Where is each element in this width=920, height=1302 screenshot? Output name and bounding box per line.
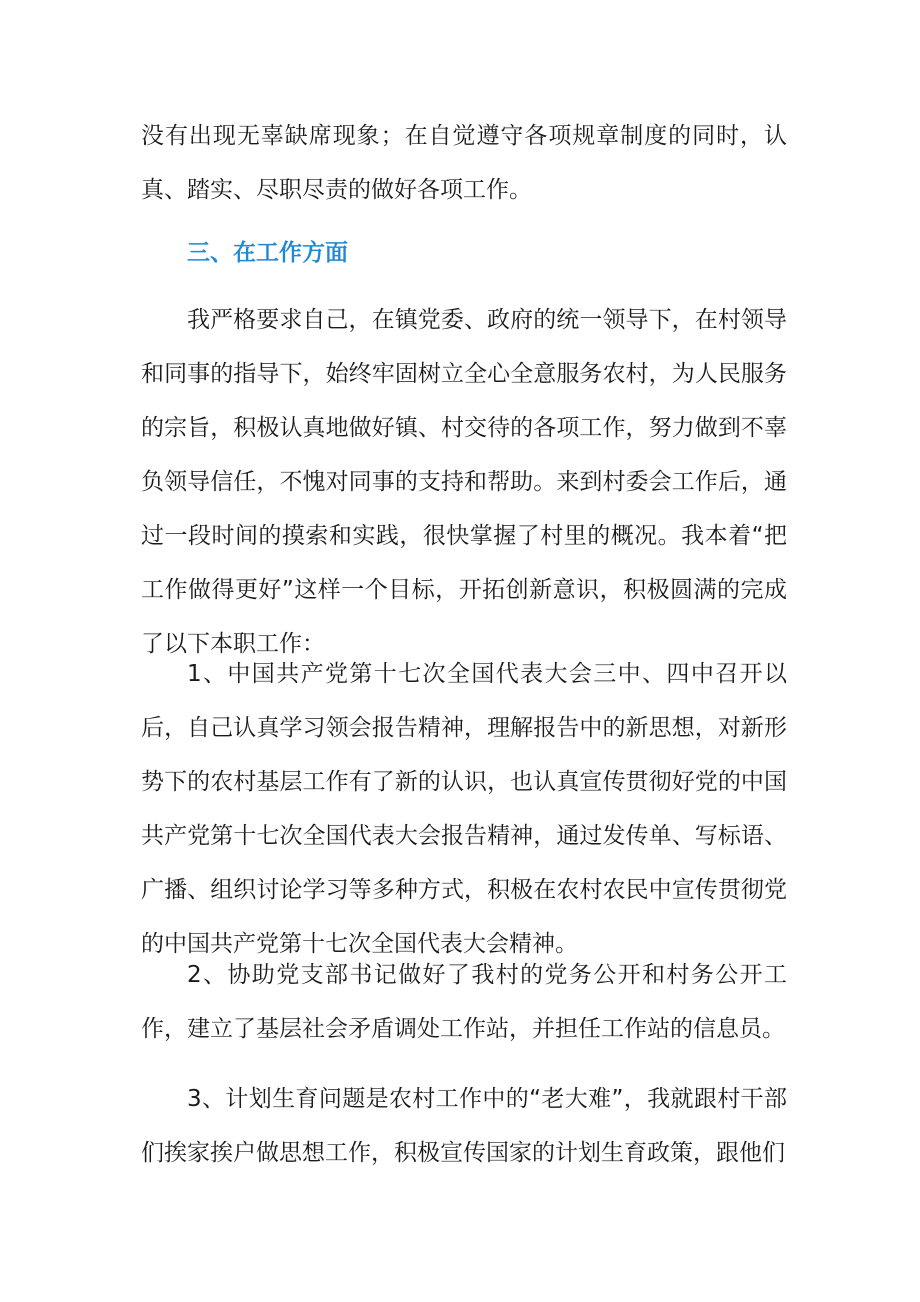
list-item-2: 2、协助党支部书记做好了我村的党务公开和村务公开工作，建立了基层社会矛盾调处工作站，并担任工作站的信息员。 xyxy=(141,962,787,1042)
list-item-1: 1、中国共产党第十七次全国代表大会三中、四中召开以后，自己认真学习领会报告精神，理解报告中的新思想，对新形势下的农村基层工作有了新的认识，也认真宣传贯彻好党的中国共产党第十七次全国代表大会报告精神，通过发传单、写标语、广播、组织讨论学习等多种方式，积极在农村农民中宣传贯彻党的中国共产党第十七次全国代表大会精神。 xyxy=(141,661,787,957)
section-heading: 三、在工作方面 xyxy=(187,240,348,266)
work-paragraph: 我严格要求自己，在镇党委、政府的统一领导下，在村领导和同事的指导下，始终牢固树立全心全意服务农村，为人民服务的宗旨，积极认真地做好镇、村交待的各项工作，努力做到不辜负领导信任，不愧对同事的支持和帮助。来到村委会工作后，通过一段时间的摸索和实践，很快掌握了村里的概况。我本着“把工作做得更好”这样一个目标，开拓创新意识，积极圆满的完成了以下本职工作： xyxy=(141,307,787,657)
list-item-3: 3、计划生育问题是农村工作中的“老大难”，我就跟村干部们挨家挨户做思想工作，积极宣传国家的计划生育政策，跟他们 xyxy=(141,1086,787,1166)
continuation-paragraph: 没有出现无辜缺席现象；在自觉遵守各项规章制度的同时，认真、踏实、尽职尽责的做好各项工作。 xyxy=(141,123,787,203)
